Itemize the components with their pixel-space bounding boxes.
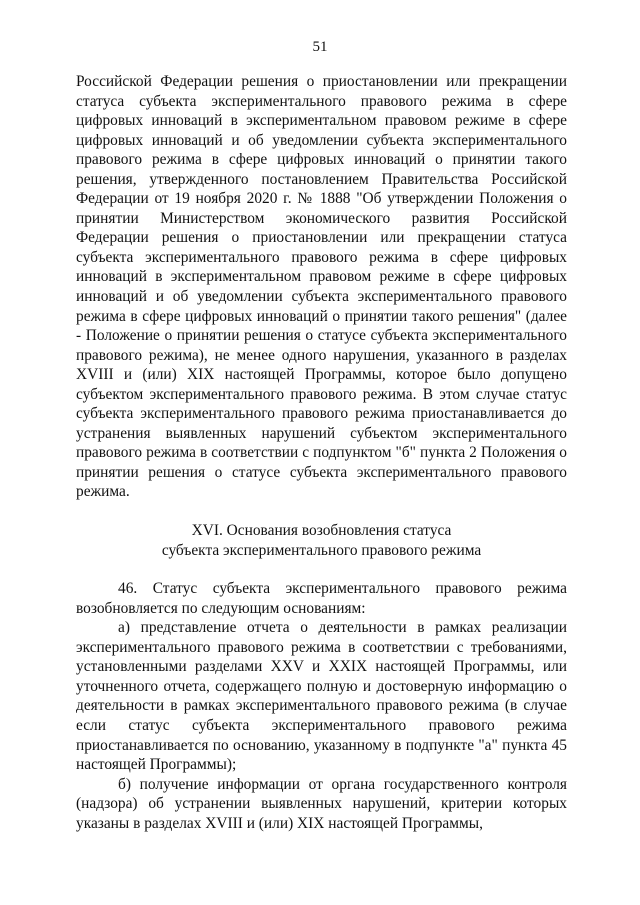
section-heading (76, 521, 567, 560)
page-number: 51 (312, 39, 328, 55)
document-body (76, 72, 567, 833)
section-heading-line-2: субъекта экспериментального правового режима (161, 541, 482, 559)
paragraph-46-a: а) представление отчета о деятельности в рамках реализации экспериментального правового режима в соответствии с требованиями, установленными разделами XXV и XXIX настоящей Программы, или уточненного отчета, содержащего полную и достоверную информацию о деятельности в рамках экспериментального правового режима (в случае если статус субъекта экспериментального правового режима приостанавливается по основанию, указанному в подпункте "а" пункта 45 настоящей Программы); (76, 619, 567, 774)
paragraph-continuation: Российской Федерации решения о приостановлении или прекращении статуса субъекта экспериментального правового режима в сфере цифровых инноваций в экспериментальном правовом режиме в сфере цифровых инноваций и об уведомлении субъекта экспериментального правового режима в сфере цифровых инноваций о принятии такого решения, утвержденного постановлением Правительства Российской Федерации от 19 ноября 2020 г. № 1888 "Об утверждении Положения о принятии Министерством экономического развития Российской Федерации решения о приостановлении или прекращении статуса субъекта экспериментального правового режима в сфере цифровых инноваций в экспериментальном правовом режиме в сфере цифровых инноваций и об уведомлении субъекта экспериментального правового режима в сфере цифровых инноваций о принятии такого решения" (далее - Положение о принятии решения о статусе субъекта экспериментального правового режима), не менее одного нарушения, указанного в разделах XVIII и (или) XIX настоящей Программы, которое было допущено субъектом экспериментального правового режима. В этом случае статус субъекта экспериментального правового режима приостанавливается до устранения выявленных нарушений субъектом экспериментального правового режима в соответствии с подпунктом "б" пункта 2 Положения о принятии решения о статусе субъекта экспериментального правового режима. (76, 73, 567, 501)
section-heading-line-1: XVI. Основания возобновления статуса (191, 522, 452, 540)
paragraph-46-b: б) получение информации от органа государственного контроля (надзора) об устранении выявленных нарушений, критерии которых указаны в разделах XVIII и (или) XIX настоящей Программы, (76, 775, 567, 832)
paragraph-46: 46. Статус субъекта экспериментального правового режима возобновляется по следующим основаниям: (76, 580, 567, 617)
